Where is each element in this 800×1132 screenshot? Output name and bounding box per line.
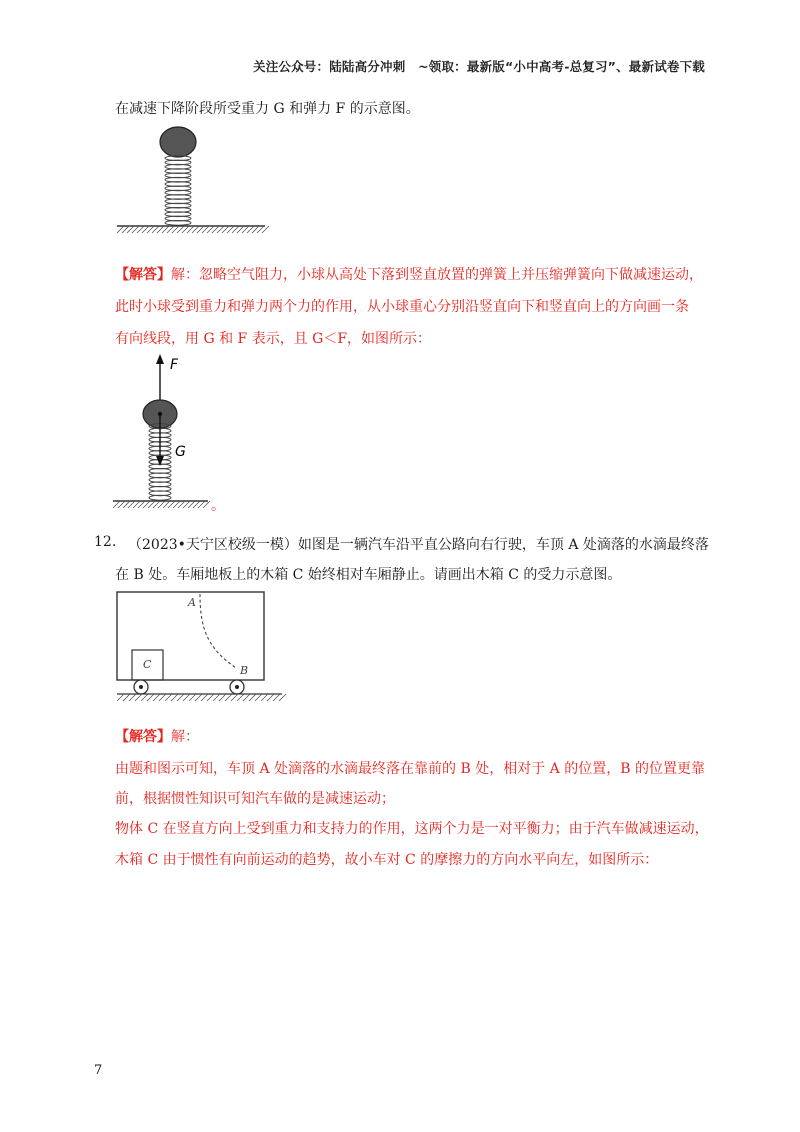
drop-trajectory <box>200 594 236 668</box>
box-c-label: C <box>143 658 152 671</box>
answer1-line-1: 【解答】解：忽略空气阻力，小球从高处下落到竖直放置的弹簧上并压缩弹簧向下做减速运动， <box>115 267 703 283</box>
question12-line-1: （2023•天宁区校级一模）如图是一辆汽车沿平直公路向右行驶，车顶 A 处滴落的水滴最终落 <box>128 537 709 553</box>
answer12-line-2: 前，根据惯性知识可知汽车做的是减速运动； <box>115 791 395 807</box>
figure-end-mark: 。 <box>211 498 225 514</box>
question-number: 12. <box>94 534 117 550</box>
force-g-label: G <box>175 444 186 460</box>
road-hatch <box>117 694 286 701</box>
spring-coils <box>165 156 191 225</box>
ball <box>160 127 196 157</box>
answer12-line-4: 木箱 C 由于惯性有向前运动的趋势，故小车对 C 的摩擦力的方向水平向左，如图所示： <box>115 852 659 868</box>
point-a-label: A <box>188 596 196 609</box>
spring-figure-2 <box>110 352 220 512</box>
answer1-line-2: 此时小球受到重力和弹力两个力的作用，从小球重心分别沿竖直向下和竖直向上的方向画一条 <box>115 299 689 315</box>
point-b-label: B <box>240 664 249 677</box>
ground-hatch <box>117 226 269 233</box>
answer12-heading: 【解答】解： <box>115 729 199 745</box>
answer1-tag: 【解答】 <box>115 267 171 283</box>
answer12-line-1: 由题和图示可知，车顶 A 处滴落的水滴最终落在靠前的 B 处，相对于 A 的位置，B 的位置更靠 <box>115 761 705 777</box>
answer1-line-3: 有向线段，用 G 和 F 表示，且 G＜F，如图所示： <box>115 331 432 347</box>
ground-hatch <box>113 501 210 508</box>
car-figure <box>112 588 292 703</box>
spring-figure-1 <box>115 122 270 240</box>
question12-line-2: 在 B 处。车厢地板上的木箱 C 始终相对车厢静止。请画出木箱 C 的受力示意图。 <box>115 567 622 583</box>
center-of-gravity <box>158 412 162 416</box>
page-header: 关注公众号：陆陆高分冲刺 ~领取：最新版“小中高考-总复习”、最新试卷下载 <box>253 59 705 74</box>
force-f-label: F <box>170 357 179 373</box>
page-number: 7 <box>94 1063 103 1078</box>
force-f-arrowhead <box>156 354 164 364</box>
answer12-line-3: 物体 C 在竖直方向上受到重力和支持力的作用，这两个力是一对平衡力；由于汽车做减速运动， <box>115 821 709 837</box>
answer12-tag: 【解答】 <box>115 729 171 745</box>
intro-text: 在减速下降阶段所受重力 G 和弹力 F 的示意图。 <box>115 101 420 117</box>
